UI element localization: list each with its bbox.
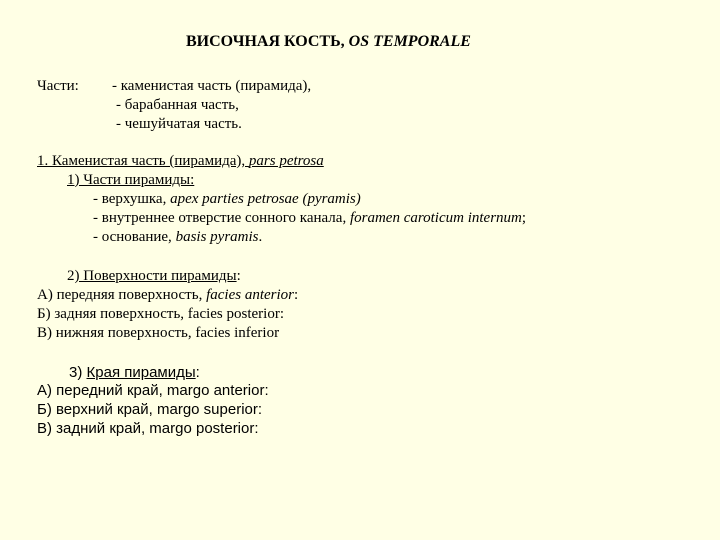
section1-heading: 1. Каменистая часть (пирамида), pars petrosa [37, 153, 324, 169]
title-main: ВИСОЧНАЯ КОСТЬ, [186, 33, 349, 50]
sub1-item-2: - внутреннее отверстие сонного канала, foramen caroticum internum; [93, 210, 527, 226]
sub2-item-1: А) передняя поверхность, facies anterior: [37, 287, 299, 303]
sub1-item-1: - верхушка, apex parties petrosae (pyramis) [93, 191, 361, 207]
page-title [186, 33, 471, 51]
parts-item-2: - барабанная часть, [116, 97, 239, 113]
title-latin: OS TEMPORALE [348, 33, 471, 50]
sub3-item-3: В) задний край, margo posterior: [37, 420, 259, 437]
parts-label: Части: [37, 78, 79, 94]
sub3-item-2: Б) верхний край, margo superior: [37, 401, 263, 418]
sub3-item-1: А) передний край, margo anterior: [37, 382, 269, 399]
sub3-heading: 3) Края пирамиды: [69, 364, 200, 381]
sub2-item-3: В) нижняя поверхность, facies inferior [37, 325, 280, 341]
parts-item-1: - каменистая часть (пирамида), [112, 78, 312, 94]
parts-item-3: - чешуйчатая часть. [116, 116, 242, 132]
sub2-heading: 2) Поверхности пирамиды: [67, 268, 241, 284]
sub1-heading: 1) Части пирамиды: [67, 172, 195, 188]
section1-heading-latin: pars petrosa [248, 153, 324, 169]
sub2-item-2: Б) задняя поверхность, facies posterior: [37, 306, 285, 322]
sub1-item-3: - основание, basis pyramis. [93, 229, 263, 245]
